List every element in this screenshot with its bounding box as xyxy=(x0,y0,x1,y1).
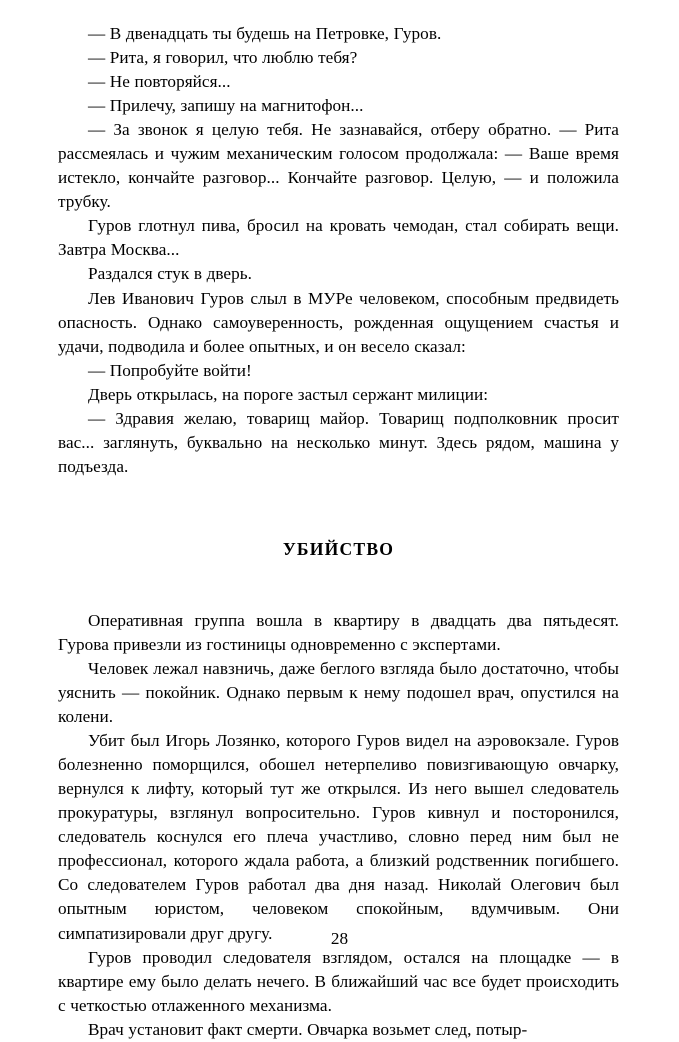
heading-spacer-below xyxy=(58,561,619,609)
body-paragraph: Раздался стук в дверь. xyxy=(88,264,252,284)
body-paragraph: Гуров глотнул пива, бросил на кровать чемодан, стал собирать вещи. Завтра Москва... xyxy=(58,216,619,260)
body-paragraph: Убит был Игорь Лозянко, которого Гуров видел на аэровокзале. Гуров болезненно поморщился, обошел нетерпеливо повизгивающую овчарку, вернулся к лифту, который тут же открылся. Из него вышел следователь прокуратуры, взглянул вопросительно. Гуров кивнул и посторонился, следователь коснулся его плеча участливо, словно перед ним был не профессионал, которого ждала работа, а близкий родственник погибшего. Со следователем Гуров работал два дня назад. Николай Олегович был опытным юристом, человеком спокойным, вдумчивым. Они симпатизировали друг другу. xyxy=(58,731,619,943)
body-paragraph: Человек лежал навзничь, даже беглого взгляда было достаточно, чтобы уяснить — покойник. Однако первым к нему подошел врач, опустился на колени. xyxy=(58,658,619,727)
chapter-heading: УБИЙСТВО xyxy=(282,538,395,559)
dialogue-line: — За звонок я целую тебя. Не зазнавайся, отберу обратно. — Рита рассмеялась и чужим механическим голосом продолжала: — Ваше время истекло, кончайте разговор... Кончайте разговор. Целую, — и положила трубку. xyxy=(58,120,619,212)
body-paragraph: Оперативная группа вошла в квартиру в двадцать два пятьдесят. Гурова привезли из гостиницы одновременно с экспертами. xyxy=(58,610,619,654)
body-paragraph: Дверь открылась, на пороге застыл сержант милиции: xyxy=(88,384,489,404)
dialogue-line: — В двенадцать ты будешь на Петровке, Гуров. xyxy=(88,24,442,43)
text-column xyxy=(58,22,619,1042)
body-paragraph: Врач установит факт смерти. Овчарка возьмет след, потыр- xyxy=(88,1019,528,1039)
body-paragraph: — Здравия желаю, товарищ майор. Товарищ подполковник просит вас... заглянуть, буквально на несколько минут. Здесь рядом, машина у подъезда. xyxy=(58,408,619,476)
body-paragraph: Лев Иванович Гуров слыл в МУРе человеком, способным предвидеть опасность. Однако самоуверенность, рожденная ощущением счастья и удачи, подводила и более опытных, и он весело сказал: xyxy=(58,288,619,356)
dialogue-line: — Прилечу, запишу на магнитофон... xyxy=(88,96,364,116)
heading-spacer-above xyxy=(58,479,619,537)
dialogue-line: — Не повторяйся... xyxy=(88,72,231,92)
body-paragraph: Гуров проводил следователя взглядом, остался на площадке — в квартире ему было делать нечего. В ближайший час все будет происходить с четкостью отлаженного механизма. xyxy=(58,947,619,1015)
dialogue-line: — Рита, я говорил, что люблю тебя? xyxy=(88,48,358,68)
dialogue-line: — Попробуйте войти! xyxy=(88,360,252,380)
page-number: 28 xyxy=(330,929,349,948)
